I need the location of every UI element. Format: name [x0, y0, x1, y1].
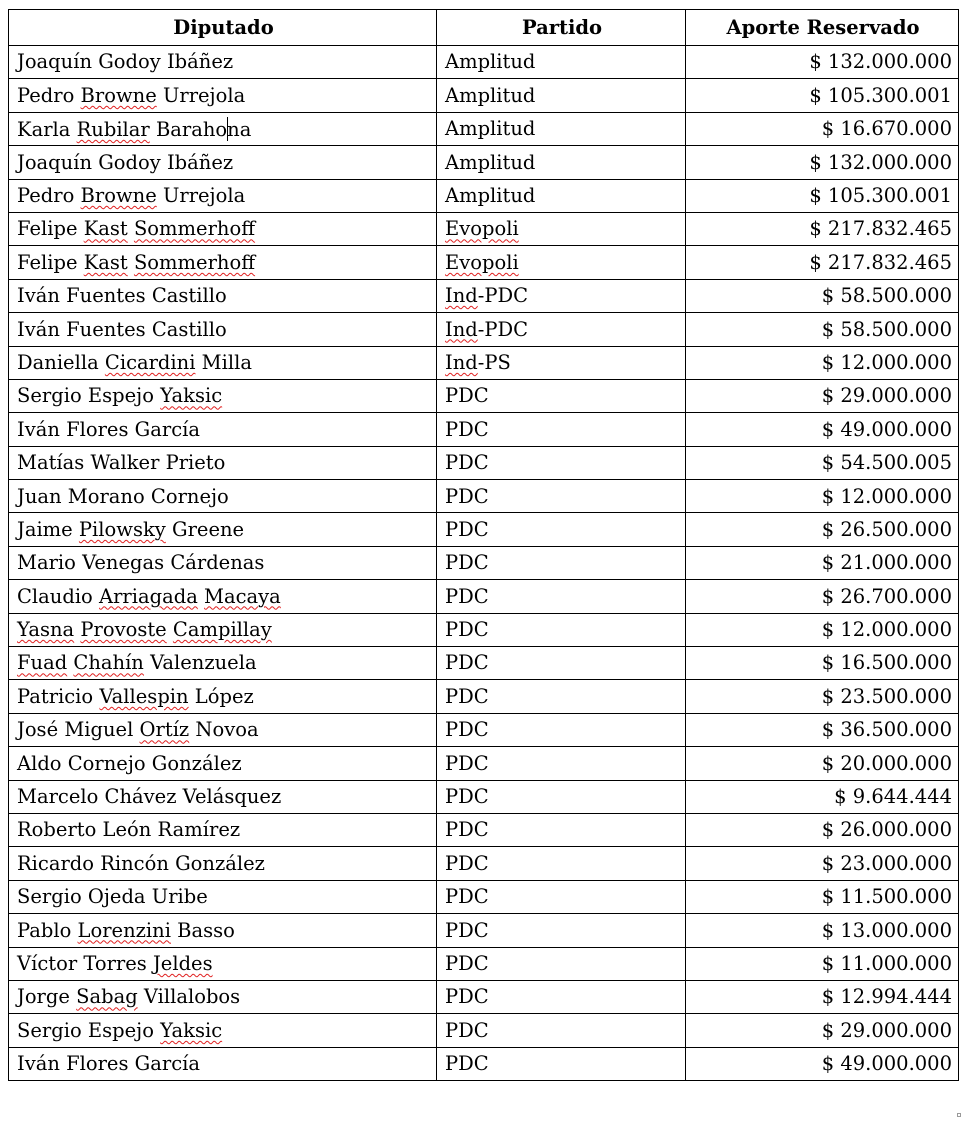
- table-row: [9, 980, 959, 1013]
- table-row: [9, 379, 959, 412]
- spellcheck-underline: Evopoli: [445, 217, 519, 241]
- cell-diputado[interactable]: Patricio Vallespin López: [9, 680, 437, 713]
- text-cursor: [227, 117, 228, 141]
- cell-partido[interactable]: PDC: [437, 546, 686, 579]
- cell-partido[interactable]: Ind-PS: [437, 346, 686, 379]
- cell-aporte[interactable]: $ 21.000.000: [686, 546, 959, 579]
- table-row: [9, 346, 959, 379]
- spellcheck-underline: Yaksic: [160, 384, 223, 408]
- cell-partido[interactable]: PDC: [437, 647, 686, 680]
- table-row: [9, 880, 959, 913]
- cell-diputado[interactable]: Pablo Lorenzini Basso: [9, 914, 437, 947]
- table-row: [9, 1047, 959, 1080]
- table-row: [9, 713, 959, 746]
- table-row: [9, 446, 959, 479]
- cell-aporte[interactable]: $ 36.500.000: [686, 713, 959, 746]
- table-row: [9, 212, 959, 245]
- cell-partido[interactable]: Amplitud: [437, 179, 686, 212]
- spellcheck-underline: Macaya: [204, 584, 281, 608]
- cell-aporte[interactable]: $ 132.000.000: [686, 146, 959, 179]
- spellcheck-underline: Kast: [83, 250, 128, 274]
- spellcheck-underline: Cicardini: [104, 350, 196, 374]
- cell-diputado[interactable]: Pedro Browne Urrejola: [9, 179, 437, 212]
- cell-aporte[interactable]: $ 11.000.000: [686, 947, 959, 980]
- table-row: [9, 413, 959, 446]
- table-row: [9, 179, 959, 212]
- spellcheck-underline: Ind: [445, 317, 478, 341]
- cell-diputado[interactable]: Felipe Kast Sommerhoff: [9, 246, 437, 279]
- spellcheck-underline: Yaksic: [160, 1018, 223, 1042]
- cell-aporte[interactable]: $ 26.700.000: [686, 580, 959, 613]
- cell-partido[interactable]: PDC: [437, 413, 686, 446]
- table-row: [9, 513, 959, 546]
- cell-diputado[interactable]: Felipe Kast Sommerhoff: [9, 212, 437, 245]
- spellcheck-underline: Ind: [445, 284, 478, 308]
- spellcheck-underline: Provoste: [80, 618, 167, 642]
- table-row: [9, 146, 959, 179]
- spellcheck-underline: Browne: [80, 184, 157, 207]
- end-of-cell-mark: [957, 1113, 961, 1117]
- table-row: [9, 613, 959, 646]
- table-row: [9, 947, 959, 980]
- cell-aporte[interactable]: $ 13.000.000: [686, 914, 959, 947]
- cell-aporte[interactable]: $ 105.300.001: [686, 179, 959, 212]
- cell-partido[interactable]: Ind-PDC: [437, 313, 686, 346]
- spellcheck-underline: Lorenzini: [77, 918, 171, 942]
- cell-diputado[interactable]: Iván Flores García: [9, 413, 437, 446]
- cell-partido[interactable]: PDC: [437, 446, 686, 479]
- table-row: [9, 79, 959, 112]
- cell-diputado[interactable]: Ricardo Rincón González: [9, 847, 437, 880]
- cell-diputado[interactable]: Iván Fuentes Castillo: [9, 313, 437, 346]
- spellcheck-underline: Rubilar: [76, 117, 150, 141]
- cell-partido[interactable]: PDC: [437, 1047, 686, 1080]
- table-row: [9, 246, 959, 279]
- cell-partido[interactable]: PDC: [437, 914, 686, 947]
- cell-diputado[interactable]: Daniella Cicardini Milla: [9, 346, 437, 379]
- spellcheck-underline: Yasna: [17, 618, 75, 642]
- table-row: [9, 480, 959, 513]
- cell-diputado[interactable]: Iván Flores García: [9, 1047, 437, 1080]
- table-row: [9, 847, 959, 880]
- cell-diputado[interactable]: Sergio Ojeda Uribe: [9, 880, 437, 913]
- cell-aporte[interactable]: $ 16.500.000: [686, 647, 959, 680]
- cell-aporte[interactable]: $ 217.832.465: [686, 246, 959, 279]
- cell-partido[interactable]: PDC: [437, 680, 686, 713]
- cell-diputado[interactable]: [9, 613, 437, 646]
- cell-aporte[interactable]: $ 49.000.000: [686, 413, 959, 446]
- table-row: [9, 112, 959, 145]
- cell-diputado[interactable]: Mario Venegas Cárdenas: [9, 546, 437, 579]
- cell-diputado[interactable]: Víctor Torres Jeldes: [9, 947, 437, 980]
- header-aporte-reservado[interactable]: Aporte Reservado: [686, 10, 959, 46]
- spellcheck-underline: Jeldes: [152, 951, 213, 975]
- spellcheck-underline: Campillay: [172, 618, 272, 642]
- spellcheck-underline: Sommerhoff: [133, 217, 256, 241]
- cell-partido[interactable]: PDC: [437, 880, 686, 913]
- spellcheck-underline: Fuad: [17, 651, 68, 675]
- cell-diputado[interactable]: Jorge Sabag Villalobos: [9, 980, 437, 1013]
- table-header-row: [9, 10, 959, 46]
- cell-partido[interactable]: [437, 212, 686, 245]
- cell-aporte[interactable]: $ 54.500.005: [686, 446, 959, 479]
- cell-diputado[interactable]: Karla Rubilar Barahona: [9, 112, 437, 145]
- cell-aporte[interactable]: $ 217.832.465: [686, 212, 959, 245]
- cell-partido[interactable]: PDC: [437, 747, 686, 780]
- cell-partido[interactable]: PDC: [437, 947, 686, 980]
- cell-aporte[interactable]: $ 58.500.000: [686, 279, 959, 312]
- cell-aporte[interactable]: $ 11.500.000: [686, 880, 959, 913]
- cell-aporte[interactable]: $ 9.644.444: [686, 780, 959, 813]
- cell-aporte[interactable]: $ 105.300.001: [686, 79, 959, 112]
- spellcheck-underline: Ind: [445, 350, 478, 374]
- cell-aporte[interactable]: $ 58.500.000: [686, 313, 959, 346]
- cell-aporte[interactable]: $ 12.994.444: [686, 980, 959, 1013]
- table-row: [9, 813, 959, 846]
- spellcheck-underline: Ortíz: [139, 718, 190, 742]
- cell-aporte[interactable]: $ 12.000.000: [686, 613, 959, 646]
- cell-diputado[interactable]: Claudio Arriagada Macaya: [9, 580, 437, 613]
- spellcheck-underline: Kast: [83, 217, 128, 241]
- table-row: [9, 580, 959, 613]
- spellcheck-underline: Arriagada: [99, 584, 198, 608]
- deputies-table: [8, 9, 959, 1081]
- cell-partido[interactable]: Ind-PDC: [437, 279, 686, 312]
- table-row: [9, 747, 959, 780]
- spellcheck-underline: Vallespin: [99, 684, 189, 708]
- cell-partido[interactable]: PDC: [437, 780, 686, 813]
- table-row: [9, 647, 959, 680]
- table-row: [9, 680, 959, 713]
- table-body: [9, 46, 959, 1081]
- cell-diputado[interactable]: Joaquín Godoy Ibáñez: [9, 46, 437, 79]
- cell-partido[interactable]: PDC: [437, 813, 686, 846]
- cell-partido[interactable]: PDC: [437, 713, 686, 746]
- cell-partido[interactable]: PDC: [437, 847, 686, 880]
- cell-diputado[interactable]: Sergio Espejo Yaksic: [9, 1014, 437, 1047]
- spellcheck-underline: Sabag: [76, 985, 138, 1009]
- cell-diputado[interactable]: Sergio Espejo Yaksic: [9, 379, 437, 412]
- cell-partido[interactable]: [437, 246, 686, 279]
- cell-aporte[interactable]: $ 26.500.000: [686, 513, 959, 546]
- table-row: [9, 46, 959, 79]
- cell-diputado[interactable]: Roberto León Ramírez: [9, 813, 437, 846]
- table-row: [9, 780, 959, 813]
- table-row: [9, 1014, 959, 1047]
- cell-diputado[interactable]: Joaquín Godoy Ibáñez: [9, 146, 437, 179]
- cell-aporte[interactable]: $ 29.000.000: [686, 379, 959, 412]
- spellcheck-underline: Chahín: [73, 651, 144, 675]
- cell-aporte[interactable]: $ 23.500.000: [686, 680, 959, 713]
- table-row: [9, 279, 959, 312]
- cell-partido[interactable]: PDC: [437, 580, 686, 613]
- cell-partido[interactable]: Amplitud: [437, 112, 686, 145]
- cell-aporte[interactable]: $ 49.000.000: [686, 1047, 959, 1080]
- cell-diputado[interactable]: José Miguel Ortíz Novoa: [9, 713, 437, 746]
- cell-partido[interactable]: Amplitud: [437, 79, 686, 112]
- table-row: [9, 313, 959, 346]
- cell-aporte[interactable]: $ 29.000.000: [686, 1014, 959, 1047]
- spellcheck-underline: Pilowsky: [78, 517, 166, 541]
- table-row: [9, 546, 959, 579]
- header-partido[interactable]: Partido: [437, 10, 686, 46]
- cell-partido[interactable]: PDC: [437, 613, 686, 646]
- cell-aporte[interactable]: $ 12.000.000: [686, 346, 959, 379]
- cell-partido[interactable]: Amplitud: [437, 46, 686, 79]
- cell-aporte[interactable]: $ 12.000.000: [686, 480, 959, 513]
- header-diputado[interactable]: Diputado: [9, 10, 437, 46]
- cell-diputado[interactable]: Iván Fuentes Castillo: [9, 279, 437, 312]
- cell-partido[interactable]: PDC: [437, 513, 686, 546]
- table-row: [9, 914, 959, 947]
- cell-aporte[interactable]: $ 16.670.000: [686, 112, 959, 145]
- cell-aporte[interactable]: $ 20.000.000: [686, 747, 959, 780]
- cell-partido[interactable]: PDC: [437, 980, 686, 1013]
- cell-diputado[interactable]: Marcelo Chávez Velásquez: [9, 780, 437, 813]
- cell-diputado[interactable]: Fuad Chahín Valenzuela: [9, 647, 437, 680]
- spellcheck-underline: Sommerhoff: [133, 250, 256, 274]
- cell-diputado[interactable]: Matías Walker Prieto: [9, 446, 437, 479]
- spellcheck-underline: Browne: [80, 83, 157, 107]
- cell-partido[interactable]: PDC: [437, 1014, 686, 1047]
- cell-diputado[interactable]: Juan Morano Cornejo: [9, 480, 437, 513]
- cell-aporte[interactable]: $ 23.000.000: [686, 847, 959, 880]
- spellcheck-underline: Evopoli: [445, 250, 519, 274]
- cell-aporte[interactable]: $ 26.000.000: [686, 813, 959, 846]
- cell-partido[interactable]: Amplitud: [437, 146, 686, 179]
- cell-diputado[interactable]: Pedro Browne Urrejola: [9, 79, 437, 112]
- cell-partido[interactable]: PDC: [437, 379, 686, 412]
- cell-partido[interactable]: PDC: [437, 480, 686, 513]
- cell-diputado[interactable]: Jaime Pilowsky Greene: [9, 513, 437, 546]
- cell-aporte[interactable]: $ 132.000.000: [686, 46, 959, 79]
- cell-diputado[interactable]: Aldo Cornejo González: [9, 747, 437, 780]
